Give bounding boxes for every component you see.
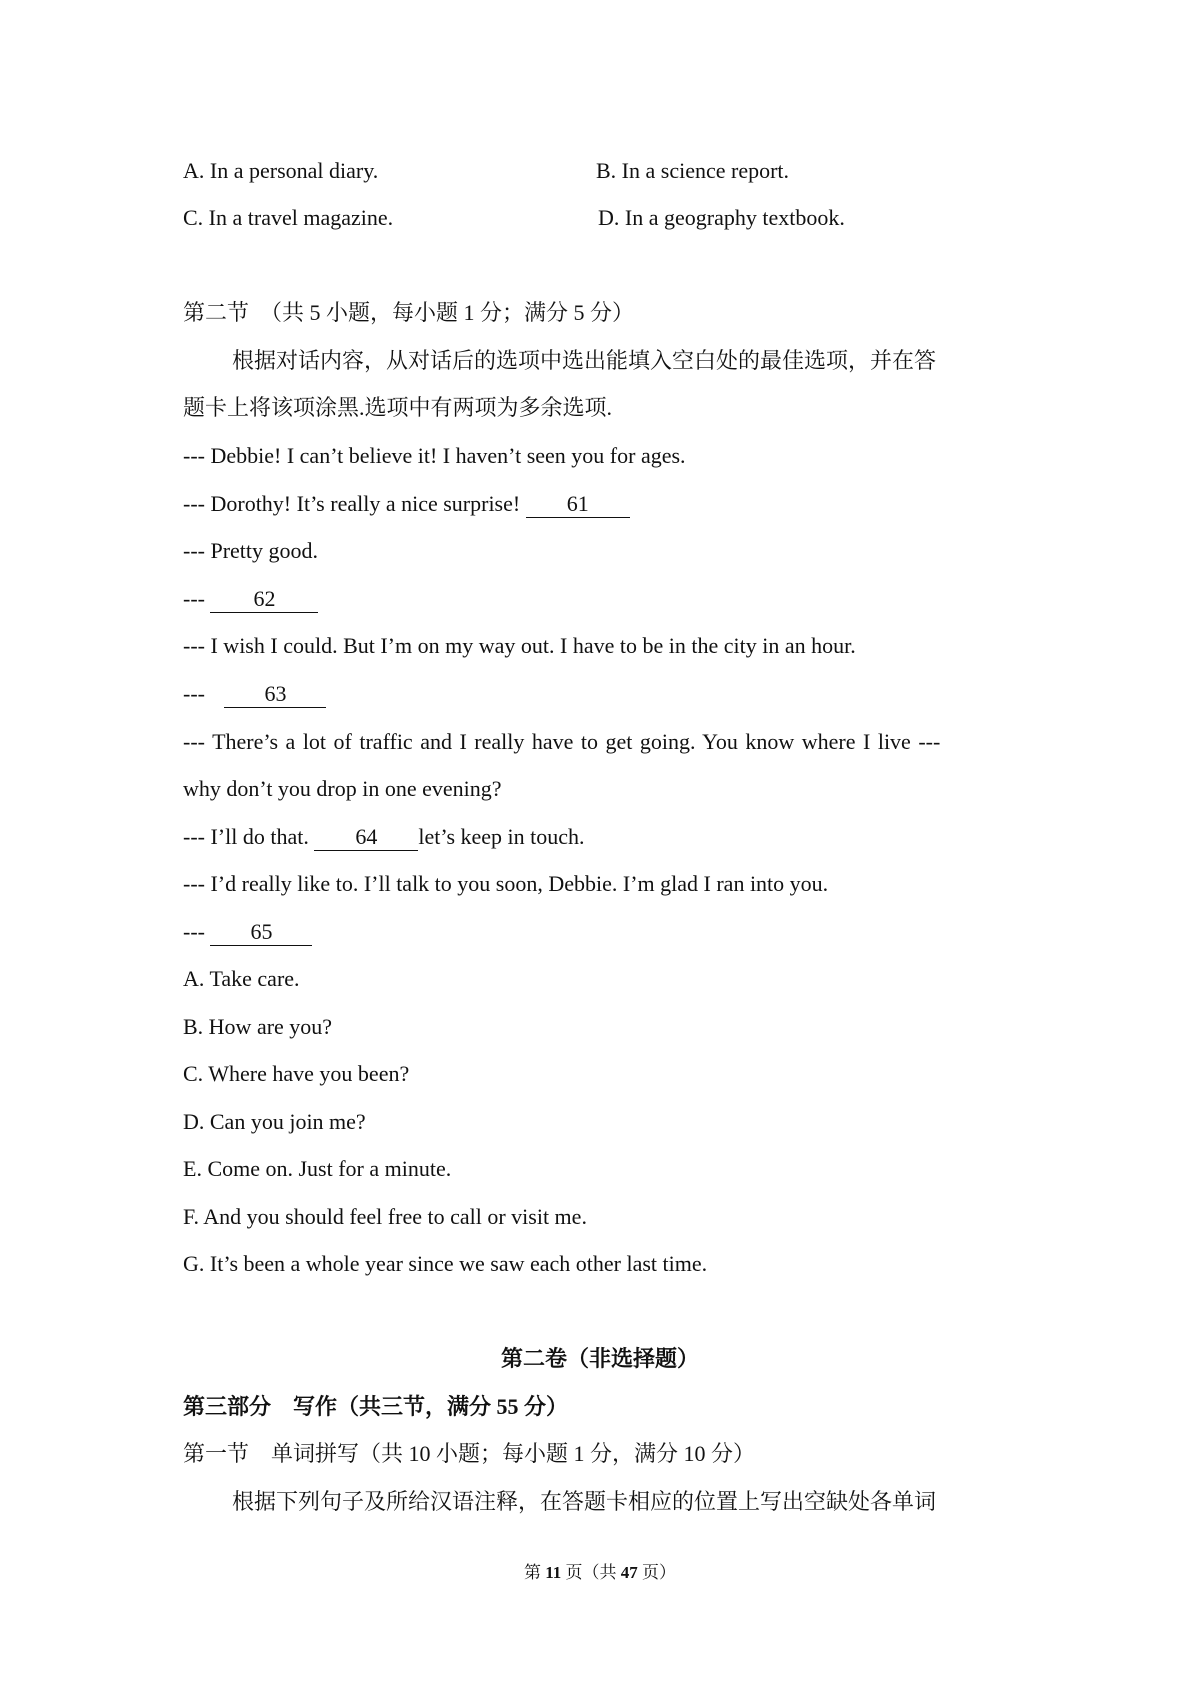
dialogue-line-6-text: --- xyxy=(183,681,211,706)
footer-page-number: 11 xyxy=(545,1563,562,1582)
dialogue-line-8-tail: let’s keep in touch. xyxy=(418,824,585,849)
option-c: C. In a travel magazine. xyxy=(183,205,394,230)
choice-b: B. How are you? xyxy=(183,1014,333,1039)
dialogue-line-8 xyxy=(183,822,585,852)
choice-f: F. And you should feel free to call or visit me. xyxy=(183,1204,587,1229)
option-d: D. In a geography textbook. xyxy=(598,205,845,230)
part3-heading: 第三部分 写作（共三节，满分 55 分） xyxy=(183,1394,569,1419)
dialogue-line-9: --- I’d really like to. I’ll talk to you soon, Debbie. I’m glad I ran into you. xyxy=(183,871,829,896)
dialogue-line-10 xyxy=(183,917,312,947)
answer-blank-64: 64 xyxy=(314,824,418,851)
answer-blank-62: 62 xyxy=(210,586,318,613)
footer-middle: 页（共 xyxy=(561,1563,621,1582)
choice-a: A. Take care. xyxy=(183,966,300,991)
page-footer xyxy=(0,1558,1200,1583)
section1-heading: 第一节 单词拼写（共 10 小题；每小题 1 分，满分 10 分） xyxy=(183,1441,756,1466)
choice-e: E. Come on. Just for a minute. xyxy=(183,1156,452,1181)
section2-instruction-line1: 根据对话内容，从对话后的选项中选出能填入空白处的最佳选项，并在答 xyxy=(232,348,937,373)
dialogue-line-3: --- Pretty good. xyxy=(183,538,319,563)
dialogue-line-1: --- Debbie! I can’t believe it! I haven’t seen you for ages. xyxy=(183,443,686,468)
dialogue-line-5: --- I wish I could. But I’m on my way out. I have to be in the city in an hour. xyxy=(183,633,856,658)
dialogue-line-8-text: --- I’ll do that. xyxy=(183,824,315,849)
footer-suffix: 页） xyxy=(637,1563,677,1582)
answer-blank-61: 61 xyxy=(526,491,630,518)
dialogue-line-2-text: --- Dorothy! It’s really a nice surprise! xyxy=(183,491,526,516)
dialogue-line-10-text: --- xyxy=(183,919,211,944)
answer-blank-65: 65 xyxy=(210,919,312,946)
choice-c: C. Where have you been? xyxy=(183,1061,410,1086)
option-b: B. In a science report. xyxy=(596,158,790,183)
choice-g: G. It’s been a whole year since we saw each other last time. xyxy=(183,1251,708,1276)
dialogue-line-7b: why don’t you drop in one evening? xyxy=(183,776,502,801)
footer-total-pages: 47 xyxy=(620,1563,638,1582)
dialogue-line-7a: --- There’s a lot of traffic and I really have to get going. You know where I live --- xyxy=(183,729,941,754)
dialogue-line-4 xyxy=(183,584,318,614)
section2-instruction-line2: 题卡上将该项涂黑.选项中有两项为多余选项. xyxy=(183,395,613,420)
option-a: A. In a personal diary. xyxy=(183,158,379,183)
dialogue-line-2 xyxy=(183,489,630,519)
answer-blank-63: 63 xyxy=(224,681,326,708)
dialogue-line-4-text: --- xyxy=(183,586,211,611)
section1-instruction: 根据下列句子及所给汉语注释，在答题卡相应的位置上写出空缺处各单词 xyxy=(232,1489,937,1514)
choice-d: D. Can you join me? xyxy=(183,1109,366,1134)
section2-heading: 第二节 （共 5 小题，每小题 1 分；满分 5 分） xyxy=(183,300,635,325)
footer-prefix: 第 xyxy=(523,1563,546,1582)
volume2-title: 第二卷（非选择题） xyxy=(500,1346,699,1371)
dialogue-line-6 xyxy=(183,679,326,709)
